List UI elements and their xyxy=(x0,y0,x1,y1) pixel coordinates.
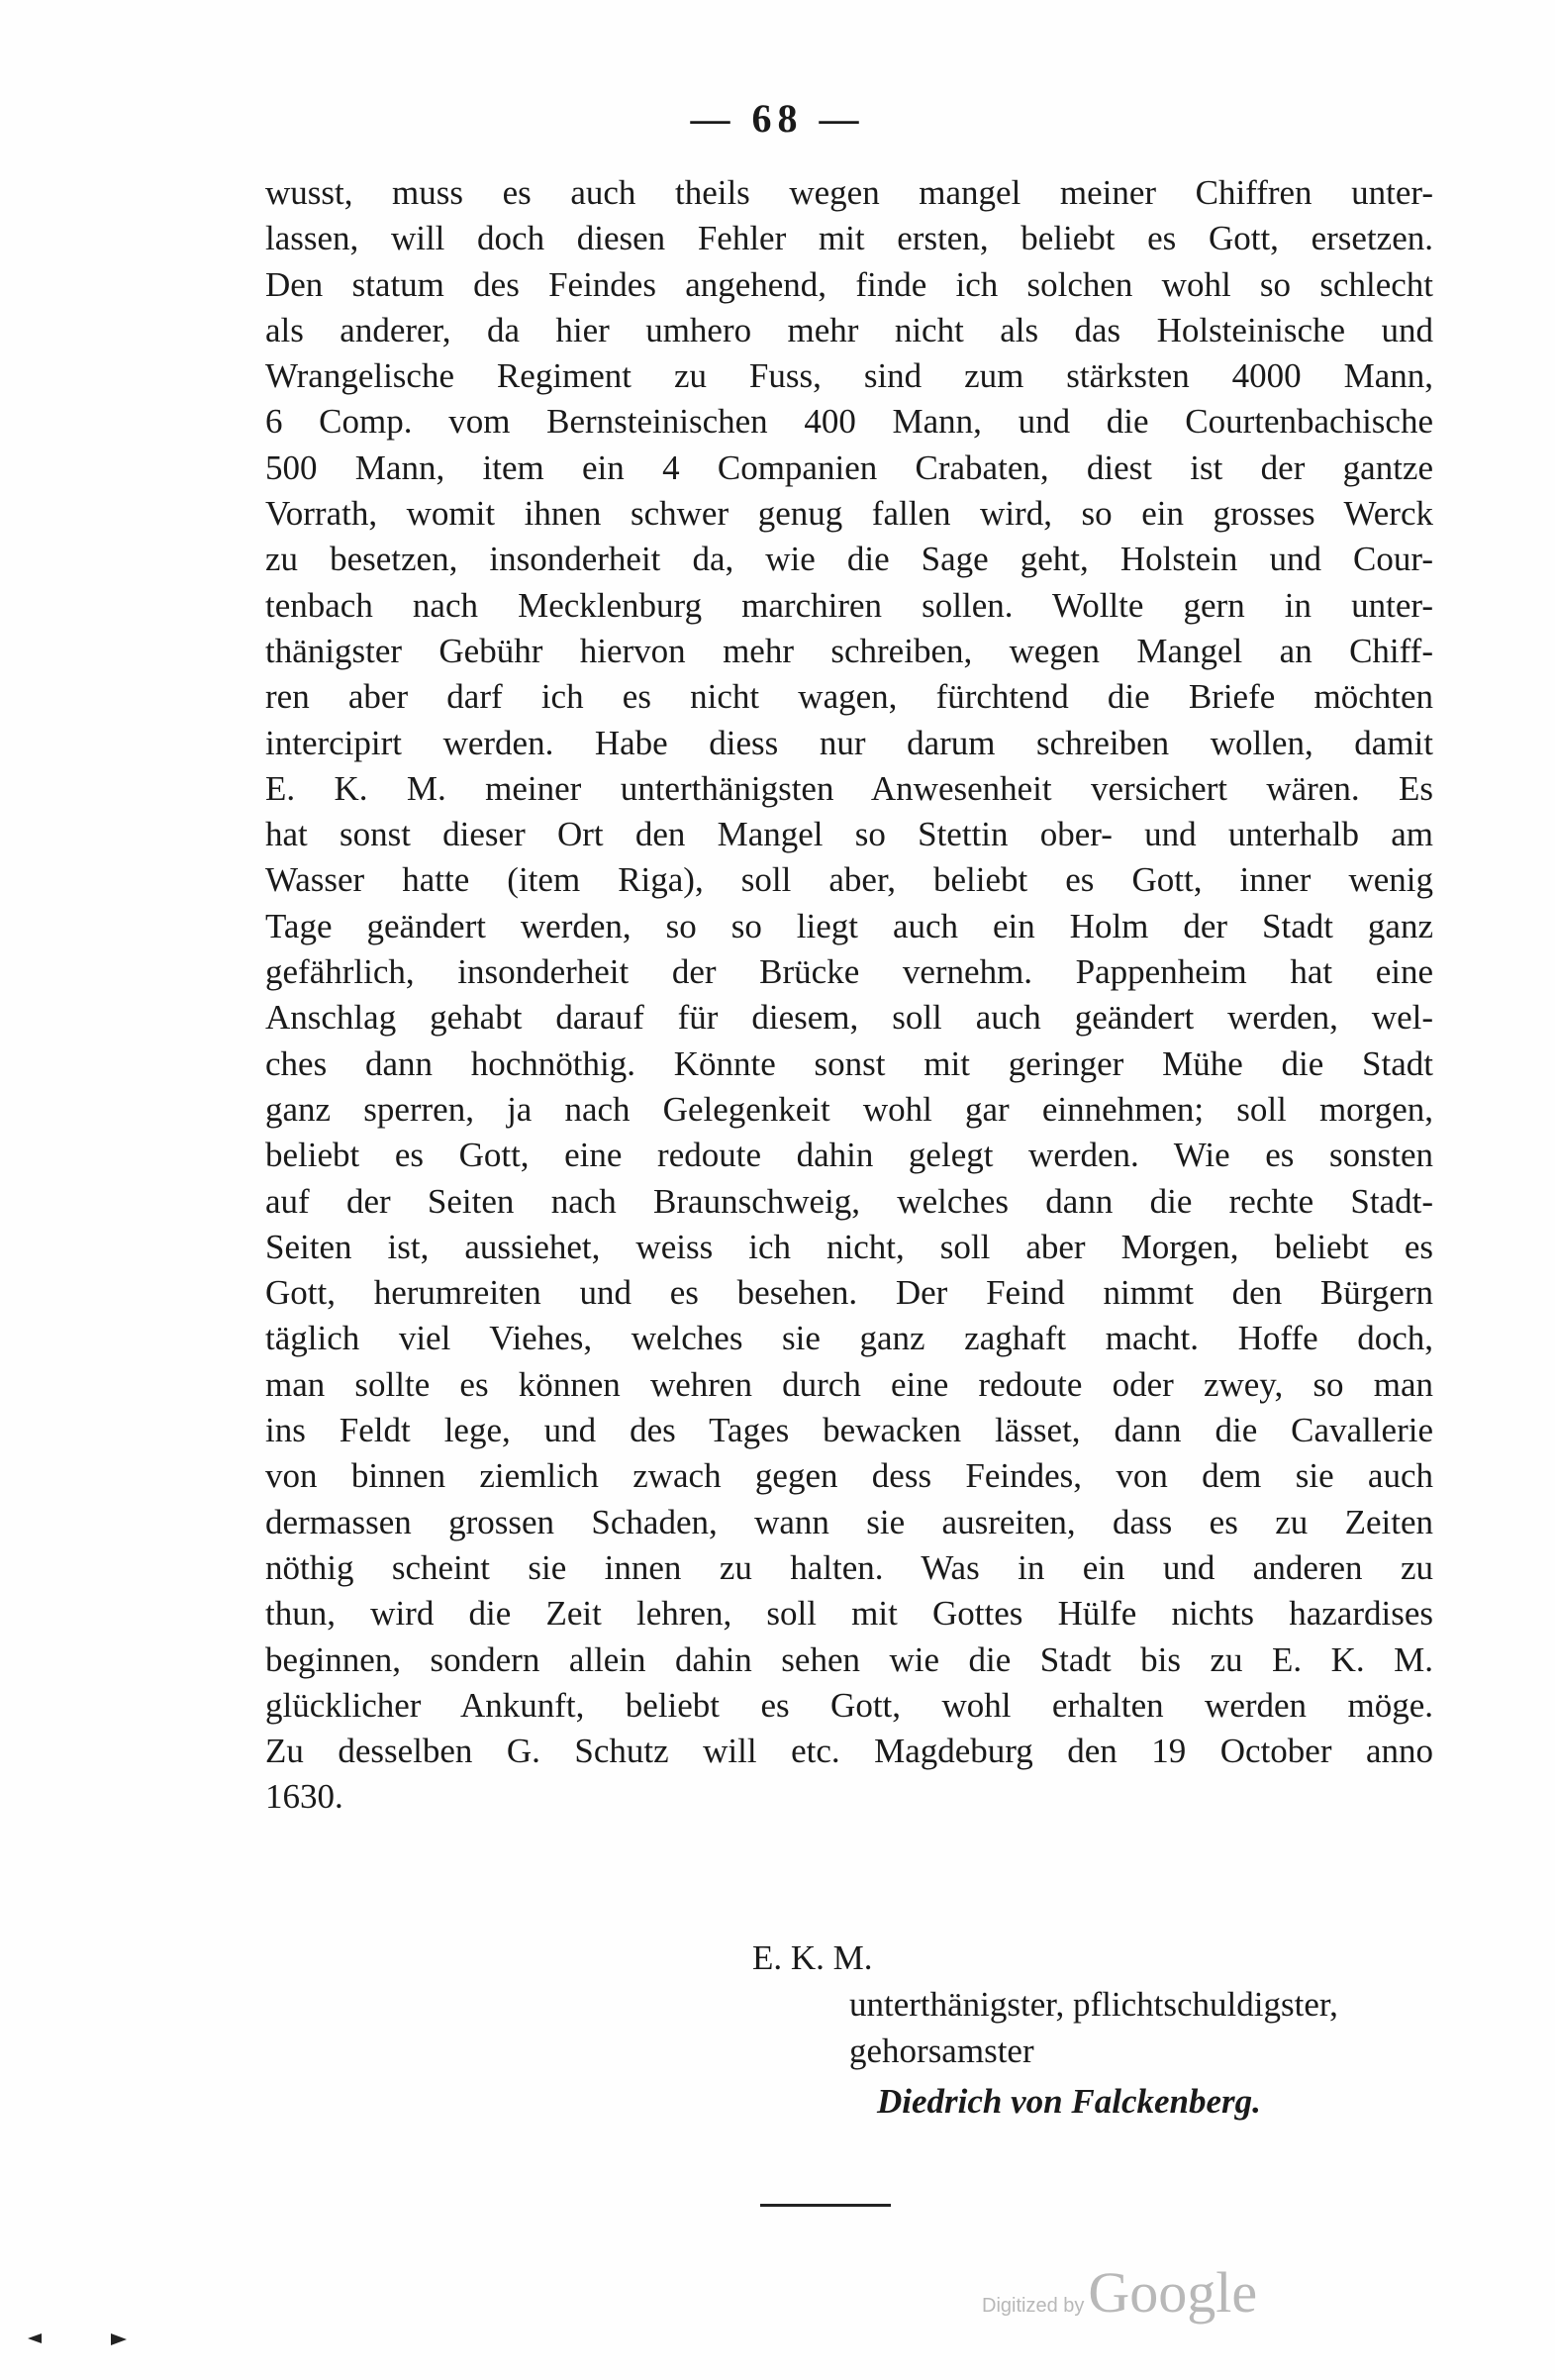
text-line: dermassen grossen Schaden, wann sie ausreiten, dass es zu Zeiten xyxy=(265,1502,1433,1541)
text-line: ren aber darf ich es nicht wagen, fürchtend die Briefe möchten xyxy=(265,677,1433,717)
letter-body-text xyxy=(265,170,1433,1821)
signature: Diedrich von Falckenberg. xyxy=(877,2082,1261,2121)
text-line: glücklicher Ankunft, beliebt es Gott, wohl erhalten werden möge. xyxy=(265,1685,1433,1725)
watermark-prefix: Digitized by xyxy=(982,2295,1085,2317)
text-line: thänigster Gebühr hiervon mehr schreiben, wegen Mangel an Chiff- xyxy=(265,631,1433,670)
text-line: hat sonst dieser Ort den Mangel so Stettin ober- und unterhalb am xyxy=(265,815,1433,854)
page-number: — 68 — xyxy=(690,96,865,141)
digitized-watermark xyxy=(982,2259,1257,2326)
text-line: Anschlag gehabt darauf für diesem, soll auch geändert werden, wel- xyxy=(265,998,1433,1038)
text-line: Gott, herumreiten und es besehen. Der Feind nimmt den Bürgern xyxy=(265,1273,1433,1313)
closing-greeting: E. K. M. xyxy=(752,1938,873,1977)
text-line: lassen, will doch diesen Fehler mit ersten, beliebt es Gott, ersetzen. xyxy=(265,219,1433,258)
text-line: Seiten ist, aussiehet, weiss ich nicht, soll aber Morgen, beliebt es xyxy=(265,1227,1433,1266)
left-arrow-mark-icon xyxy=(28,2333,42,2343)
text-line: als anderer, da hier umhero mehr nicht als das Holsteinische und xyxy=(265,310,1433,349)
text-line: von binnen ziemlich zwach gegen dess Feindes, von dem sie auch xyxy=(265,1456,1433,1496)
text-line: man sollte es können wehren durch eine redoute oder zwey, so man xyxy=(265,1364,1433,1404)
text-line: beliebt es Gott, eine redoute dahin gelegt werden. Wie es sonsten xyxy=(265,1136,1433,1175)
text-line: Tage geändert werden, so so liegt auch ein Holm der Stadt ganz xyxy=(265,906,1433,945)
text-line: täglich viel Viehes, welches sie ganz zaghaft macht. Hoffe doch, xyxy=(265,1319,1433,1358)
text-line: intercipirt werden. Habe diess nur darum schreiben wollen, damit xyxy=(265,723,1433,762)
text-line: 1630. xyxy=(265,1777,343,1817)
text-line: Wasser hatte (item Riga), soll aber, beliebt es Gott, inner wenig xyxy=(265,860,1433,900)
text-line: 500 Mann, item ein 4 Companien Crabaten, diest ist der gantze xyxy=(265,447,1433,487)
text-line: tenbach nach Mecklenburg marchiren sollen. Wollte gern in unter- xyxy=(265,585,1433,625)
text-line: Wrangelische Regiment zu Fuss, sind zum stärksten 4000 Mann, xyxy=(265,356,1433,396)
text-line: nöthig scheint sie innen zu halten. Was in ein und anderen zu xyxy=(265,1547,1433,1587)
text-line: wusst, muss es auch theils wegen mangel meiner Chiffren unter- xyxy=(265,173,1433,212)
end-divider-rule xyxy=(760,2204,891,2207)
text-line: 6 Comp. vom Bernsteinischen 400 Mann, und die Courtenbachische xyxy=(265,402,1433,442)
text-line: Zu desselben G. Schutz will etc. Magdeburg den 19 October anno xyxy=(265,1732,1433,1771)
text-line: E. K. M. meiner unterthänigsten Anwesenheit versichert wären. Es xyxy=(265,768,1433,808)
text-line: Vorrath, womit ihnen schwer genug fallen wird, so ein grosses Werck xyxy=(265,494,1433,534)
closing-adjectives-line-2: gehorsamster xyxy=(849,2032,1034,2070)
text-line: ins Feldt lege, und des Tages bewacken lässet, dann die Cavallerie xyxy=(265,1411,1433,1450)
text-line: beginnen, sondern allein dahin sehen wie die Stadt bis zu E. K. M. xyxy=(265,1639,1433,1679)
text-line: gefährlich, insonderheit der Brücke vernehm. Pappenheim hat eine xyxy=(265,952,1433,992)
watermark-brand: Google xyxy=(1088,2260,1258,2325)
text-line: ganz sperren, ja nach Gelegenkeit wohl gar einnehmen; soll morgen, xyxy=(265,1089,1433,1129)
closing-adjectives-line-1: unterthänigster, pflichtschuldigster, xyxy=(849,1985,1338,2024)
right-arrow-mark-icon xyxy=(111,2333,127,2345)
text-line: thun, wird die Zeit lehren, soll mit Gottes Hülfe nichts hazardises xyxy=(265,1594,1433,1634)
text-line: Den statum des Feindes angehend, finde ich solchen wohl so schlecht xyxy=(265,264,1433,304)
text-line: ches dann hochnöthig. Könnte sonst mit geringer Mühe die Stadt xyxy=(265,1043,1433,1083)
text-line: auf der Seiten nach Braunschweig, welches dann die rechte Stadt- xyxy=(265,1181,1433,1221)
text-line: zu besetzen, insonderheit da, wie die Sage geht, Holstein und Cour- xyxy=(265,540,1433,579)
